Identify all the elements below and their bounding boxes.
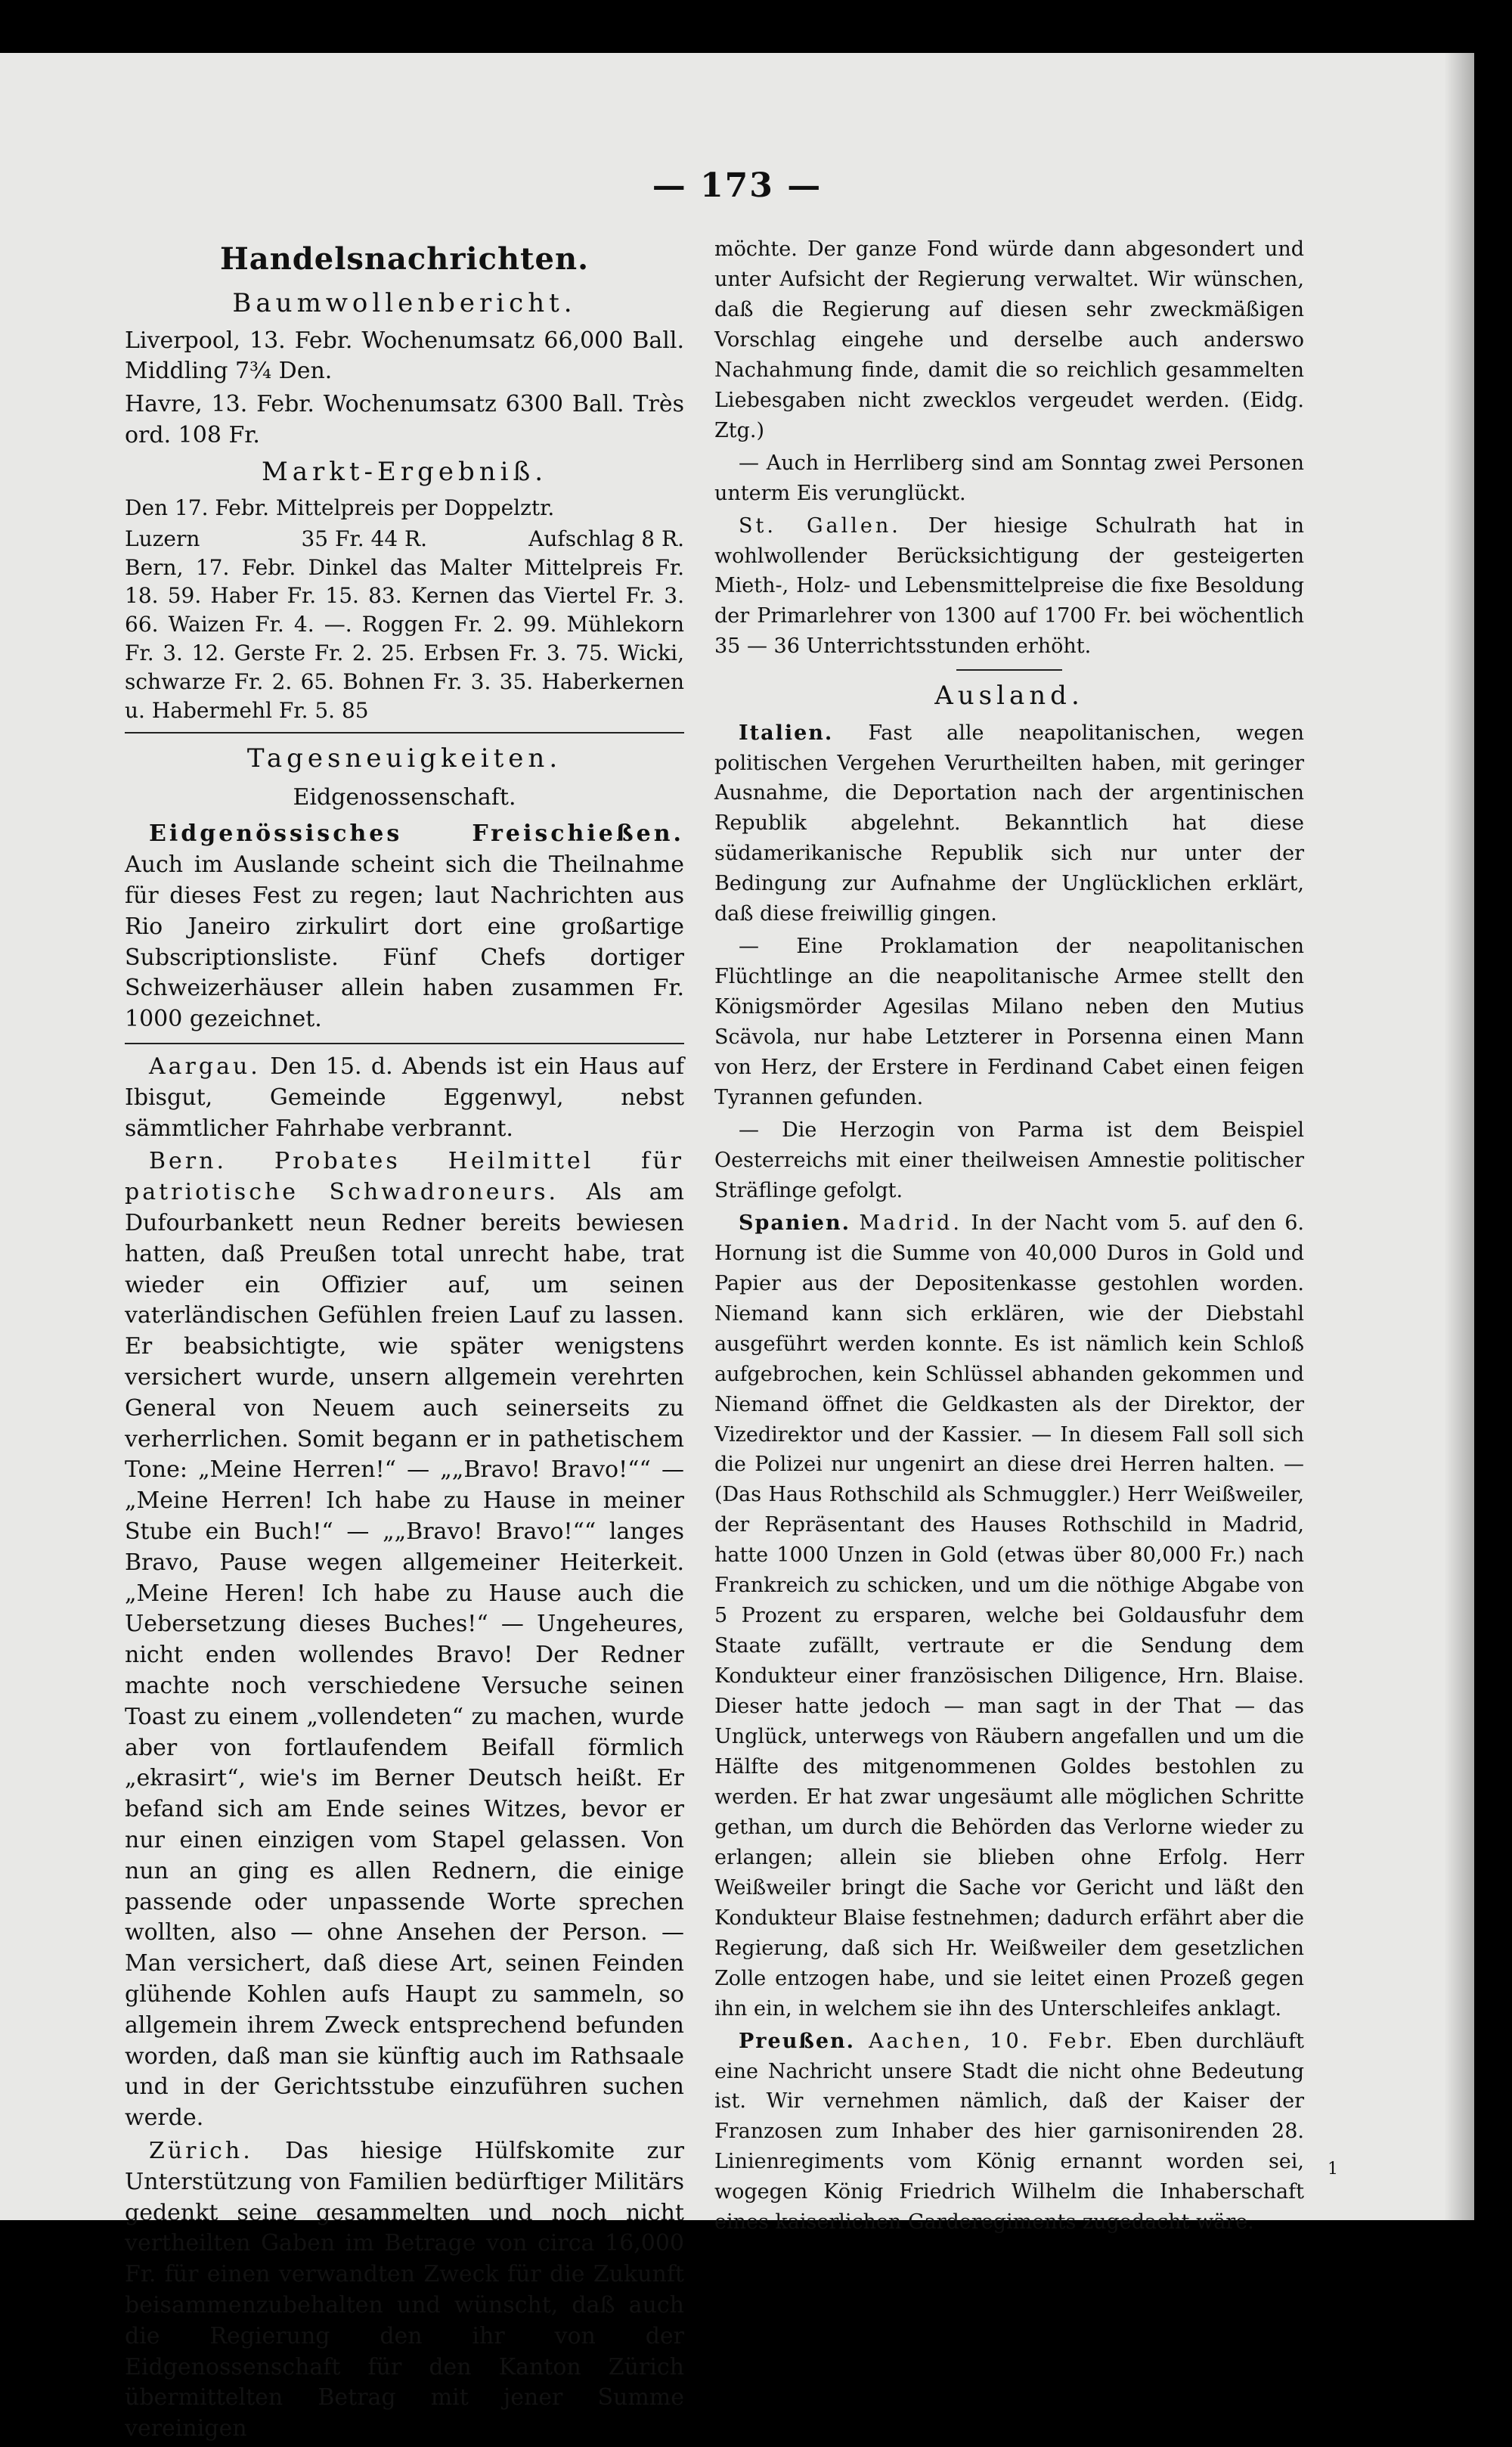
heading-daily-news: Tagesneuigkeiten. — [246, 743, 562, 774]
article-title: Bern. Probates Heilmittel für patriotische Schwadroneurs. — [125, 1148, 684, 1206]
article-body: In der Nacht vom 5. auf den 6. Hornung ist die Summe von 40,000 Duros in Gold und Papier aus der Depositenkasse gestohlen worden. Niemand kann sich erklären, wie der Diebstahl ausgeführt werden konnte. Es ist nämlich kein Schloß aufgebrochen, kein Schlüssel abhanden gekommen und Niemand öffnet die Geldkasten als der Direktor, der Vizedirektor und der Kassier. — In diesem Fall soll sich die Polizei nur ungenirt an diese drei Herren halten. — (Das Haus Rothschild als Schmuggler.) Herr Weißweiler, der Repräsentant des Hauses Rothschild in Madrid, hatte 1000 Unzen in Gold (etwas über 80,000 Fr.) nach Frankreich zu schicken, und um die nöthige Abgabe von 5 Prozent zu ersparen, welche bei Goldausfuhr dem Staate zufällt, vertraute er die Sendung dem Kondukteur einer französischen Diligence, Hrn. Blaise. Dieser hatte jedoch — man sagt in der That — das Unglück, unterwegs von Räubern angefallen und um die Hälfte des mitgenommenen Goldes bestohlen zu werden. Er hat zwar ungesäumt alle möglichen Schritte gethan, um durch die Behörden das Verlorne wieder zu erlangen; allein sie blieben ohne Erfolg. Herr Weißweiler bringt die Sache vor Gericht und läßt den Kondukteur Blaise festnehmen; dadurch erfährt aber die Regierung, daß sich Hr. Weißweiler dem gesetzlichen Zolle entzogen habe, und sie leitet einen Prozeß gegen ihn ein, in welchem sie ihn des Unterschleifes anklagt. — [714, 1211, 1304, 2021]
article-st-gallen — [714, 511, 1304, 662]
heading-confederation: Eidgenossenschaft. — [293, 783, 516, 811]
article-title: Italien. — [739, 721, 834, 745]
article-place: Aachen, 10. Febr. — [869, 2029, 1116, 2053]
article-prussia — [714, 2027, 1304, 2238]
article-title: Spanien. — [739, 1211, 850, 1235]
market-row-luzern — [125, 525, 684, 554]
market-bern: Bern, 17. Febr. Dinkel das Malter Mittelpreis Fr. 18. 59. Haber Fr. 15. 83. Kernen das Viertel Fr. 3. 66. Waizen Fr. 4. —. Roggen Fr. 2. 99. Mühlekorn Fr. 3. 12. Gerste Fr. 2. 25. Erbsen Fr. 3. 75. Wicki, schwarze Fr. 2. 65. Bohnen Fr. 3. 35. Haberkernen u. Habermehl Fr. 5. 85 — [125, 554, 684, 723]
article-body: Fast alle neapolitanischen, wegen politischen Vergehen Verurtheilten haben, mit geringer Ausnahme, die Deportation nach der argentinischen Republik abgelehnt. Bekanntlich hat diese südamerikanische Republik sich nur unter der Bedingung zur Aufnahme der Unglücklichen erklärt, daß diese freiwillig gingen. — [714, 721, 1304, 926]
cotton-havre: Havre, 13. Febr. Wochenumsatz 6300 Ball. Très ord. 108 Fr. — [125, 391, 684, 449]
article-body: Als am Dufourbankett neun Redner bereits bewiesen hatten, daß Preußen total unrecht habe, trat wieder ein Offizier auf, um seinen vaterländischen Gefühlen freien Lauf zu lassen. Er beabsichtigte, wie später wenigstens versichert wurde, unsern allgemein verehrten General von Neuem auch seinerseits zu verherrlichen. Somit begann er in pathetischem Tone: „Meine Herren!“ — „„Bravo! Bravo!““ — „Meine Herren! Ich habe zu Hause in meiner Stube ein Buch!“ — „„Bravo! Bravo!““ langes Bravo, Pause wegen allgemeiner Heiterkeit. „Meine Heren! Ich habe zu Hause auch die Uebersetzung dieses Buches!“ — Ungeheures, nicht enden wollendes Bravo! Der Redner machte noch verschiedene Versuche seinen Toast zu einem „vollendeten“ zu machen, wurde aber von fortlaufendem Beifall förmlich „ekrasirt“, wie's im Berner Deutsch heißt. Er befand sich am Ende seines Witzes, bevor er nur einen einzigen vom Stapel gelassen. Von nun an ging es allen Rednern, die einige passende oder unpassende Worte sprechen wollten, also — ohne Ansehen der Person. — Man versichert, daß diese Art, seinen Feinden glühende Kohlen aufs Haupt zu sammeln, so allgemein ihrem Zweck entsprechend befunden worden, daß man sie künftig auch im Rathsaale und in der Gerichtsstube einzuführen suchen werde. — [125, 1179, 684, 2132]
article-body: Das hiesige Hülfskomite zur Unterstützung von Familien bedürftiger Militärs gedenkt seine gesammelten und noch nicht vertheilten Gaben im Betrage von circa 16,000 Fr. für einen verwandten Zweck für die Zukunft beisammenzubehalten und wünscht, daß auch die Regierung den ihr von der Eidgenossenschaft für den Kanton Zürich übermittelten Betrag mit jener Summe vereinigen — [125, 2137, 684, 2442]
divider — [125, 1043, 684, 1044]
divider — [125, 732, 684, 733]
article-place: Madrid. — [859, 1211, 962, 1235]
heading-trade-news: Handelsnachrichten. — [219, 241, 589, 277]
market-note: Aufschlag 8 R. — [528, 526, 684, 551]
heading-abroad: Ausland. — [934, 681, 1084, 712]
article-italy-parma: — Die Herzogin von Parma ist dem Beispiel Oesterreichs mit einer theilweisen Amnestie politischer Sträflinge gefolgt. — [714, 1118, 1304, 1202]
market-place: Luzern — [125, 526, 200, 551]
market-price: 35 Fr. 44 R. — [301, 526, 428, 551]
article-zurich-continued — [714, 234, 1304, 446]
article-title: Zürich. — [149, 2137, 253, 2164]
article-title: Eidgenössisches Freischießen. — [149, 820, 684, 848]
cotton-liverpool: Liverpool, 13. Febr. Wochenumsatz 66,000 Ball. Middling 7¾ Den. — [125, 327, 684, 385]
article-zurich — [125, 2136, 684, 2445]
market-report — [125, 494, 684, 724]
article-shooting-festival — [125, 819, 684, 1035]
heading-market-result: Markt-Ergebniß. — [261, 456, 548, 487]
article-bern — [125, 1146, 684, 2134]
divider — [956, 669, 1062, 671]
article-title: Aargau. — [149, 1053, 261, 1081]
newspaper-page — [0, 53, 1474, 2442]
right-column — [714, 234, 1304, 2240]
article-title: Preußen. — [739, 2029, 856, 2053]
article-herrliberg: — Auch in Herrliberg sind am Sonntag zwei Personen unterm Eis verunglückt. — [714, 451, 1304, 505]
article-italy-proclamation: — Eine Proklamation der neapolitanischen Flüchtlinge an die neapolitanische Armee stellt den Königsmörder Agesilas Milano neben den Mutius Scävola, nur habe Letzterer in Porsenna einen Mann von Herz, der Erstere in Ferdinand Cabet einen feigen Tyrannen gefunden. — [714, 935, 1304, 1110]
heading-cotton-report: Baumwollenbericht. — [232, 288, 577, 319]
article-italy — [714, 718, 1304, 930]
article-source: (Eidg. Ztg.) — [714, 388, 1304, 442]
article-body: Der hiesige Schulrath hat in wohlwollender Berücksichtigung der gesteigerten Mieth-, Holz- und Lebensmittelpreise die fixe Besoldung der Primarlehrer von 1300 auf 1700 Fr. bei wöchentlich 35 — 36 Unterrichtsstunden erhöht. — [714, 513, 1304, 659]
article-aargau — [125, 1052, 684, 1144]
article-body: Eben durchläuft eine Nachricht unsere Stadt die nicht ohne Bedeutung ist. Wir vernehmen nämlich, daß der Kaiser der Franzosen zum Inhaber des hier garnisonirenden 28. Linienregiments vom König ernannt worden sei, wogegen König Friedrich Wilhelm die Inhaberschaft eines kaiserlichen Garderegiments zugedacht wäre. — [714, 2029, 1304, 2235]
article-spain — [714, 1208, 1304, 2024]
left-column — [125, 234, 684, 2447]
page-number: — 173 — — [652, 166, 823, 205]
article-title: St. Gallen. — [739, 513, 901, 538]
market-intro: Den 17. Febr. Mittelpreis per Doppelztr. — [125, 495, 555, 521]
article-body: Auch im Auslande scheint sich die Theilnahme für dieses Fest zu regen; laut Nachrichten aus Rio Janeiro zirkulirt dort eine großartige Subscriptionsliste. Fünf Chefs dortiger Schweizerhäuser allein haben zusammen Fr. 1000 gezeichnet. — [125, 851, 684, 1033]
article-body: Den 15. d. Abends ist ein Haus auf Ibisgut, Gemeinde Eggenwyl, nebst sämmtlicher Fahrhabe verbrannt. — [125, 1053, 684, 1142]
article-body: möchte. Der ganze Fond würde dann abgesondert und unter Aufsicht der Regierung verwaltet. Wir wünschen, daß die Regierung auf diesen sehr zweckmäßigen Vorschlag eingehe und derselbe auch anderswo Nachahmung finde, damit die so reichlich gesammelten Liebesgaben nicht zwecklos vergeudet werden. — [714, 237, 1304, 412]
footer-mark: 1 — [1328, 2160, 1338, 2179]
